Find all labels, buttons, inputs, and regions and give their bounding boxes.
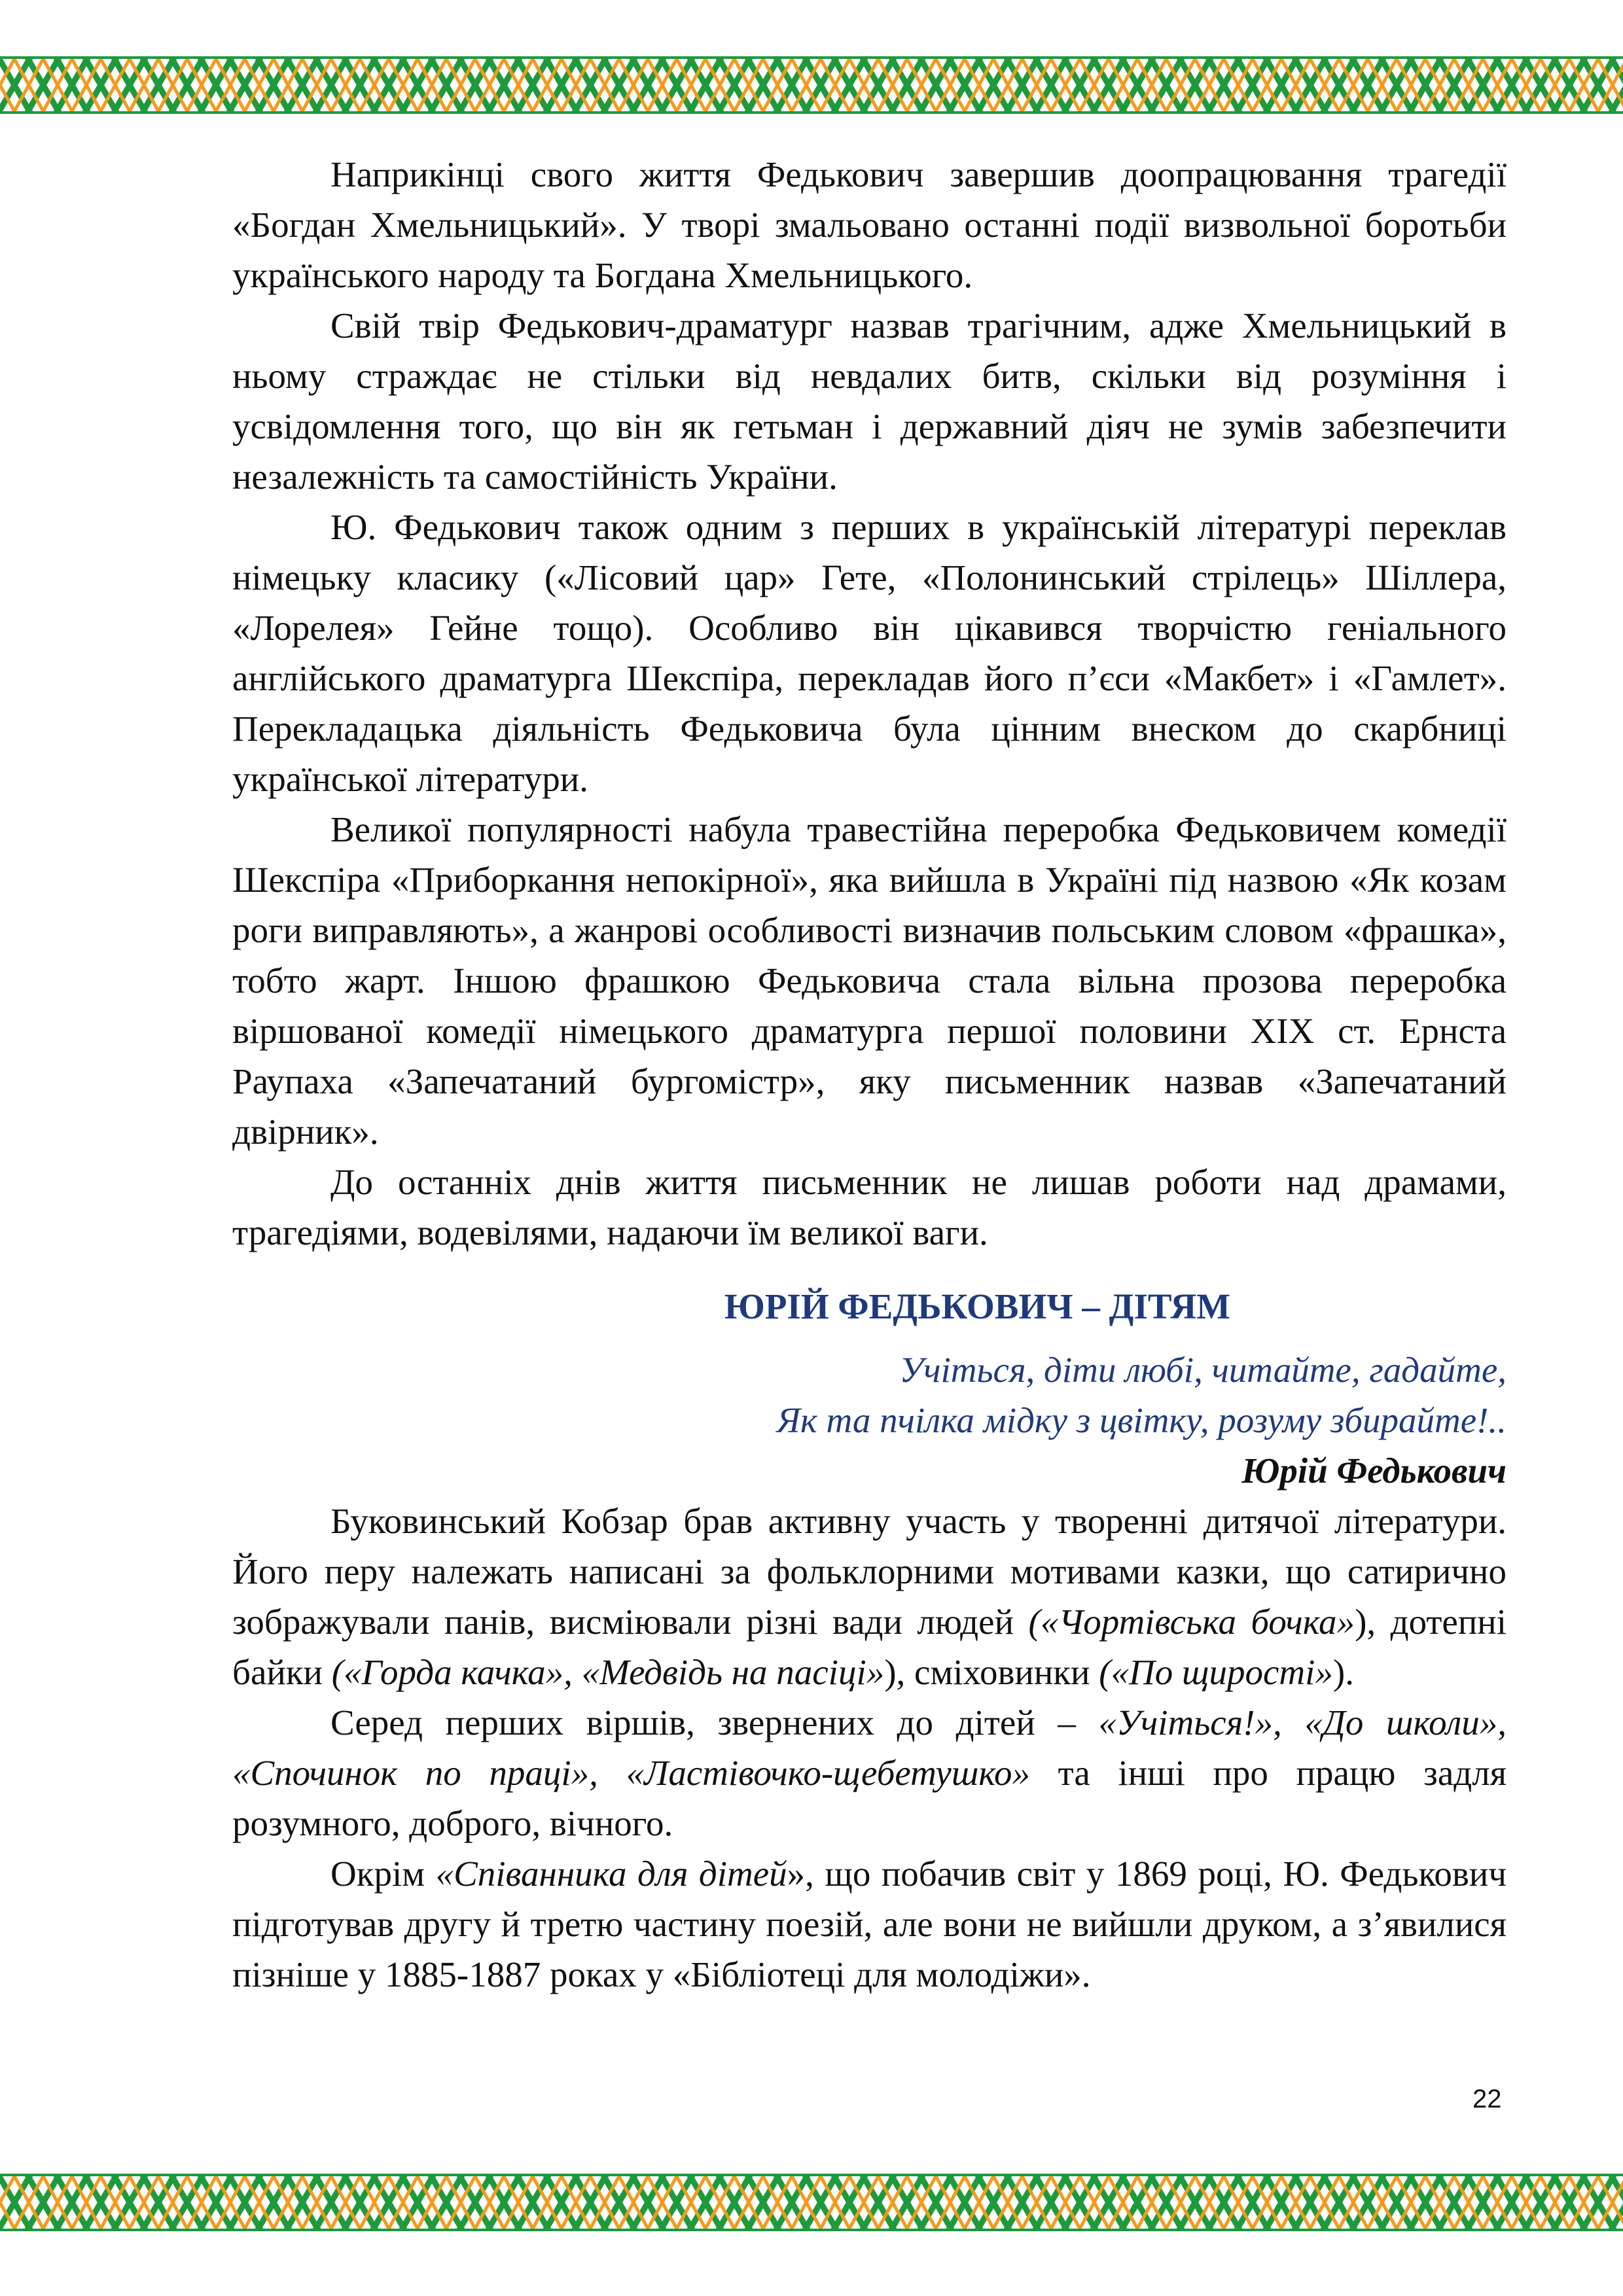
ornament-motif [864, 59, 893, 111]
ornament-motif [547, 59, 576, 111]
ornament-motif [633, 59, 662, 111]
ornament-motif [835, 59, 864, 111]
ornament-motif [806, 59, 835, 111]
ornament-motif [518, 59, 547, 111]
paragraph [232, 1697, 1507, 1848]
ornament-motif [1613, 59, 1623, 111]
ornament-motif [1037, 59, 1065, 111]
ornament-motif [1325, 2176, 1353, 2229]
ornament-motif [1584, 2176, 1613, 2229]
ornament-motif [1440, 59, 1469, 111]
ornament-motif [1411, 2176, 1440, 2229]
ornament-motif [1296, 59, 1325, 111]
ornament-motif [576, 2176, 605, 2229]
paragraph [232, 1848, 1507, 2000]
ornament-motif [115, 59, 144, 111]
epigraph-line: Як та пчілка мідку з цвітку, розуму збирайте!.. [776, 1400, 1507, 1440]
ornament-motif [1555, 59, 1584, 111]
ornament-motif [979, 59, 1008, 111]
ornament-motif [58, 59, 86, 111]
ornament-pattern [0, 56, 1623, 114]
ornament-motif [403, 59, 432, 111]
ornament-motif [806, 2176, 835, 2229]
ornament-motif [432, 2176, 461, 2229]
ornament-motif [202, 2176, 230, 2229]
italic-title: («По щирості» [1099, 1652, 1333, 1692]
ornament-motif [633, 2176, 662, 2229]
text-run: та інші про працю задля розумного, доброго, вічного. [232, 1753, 1507, 1843]
ornament-motif [749, 59, 777, 111]
ornament-motif [115, 2176, 144, 2229]
ornament-motif [0, 59, 29, 111]
ornament-motif [1440, 2176, 1469, 2229]
ornament-motif [777, 2176, 806, 2229]
ornament-motif [317, 2176, 346, 2229]
ornament-motif [346, 59, 374, 111]
ornament-motif [1123, 2176, 1152, 2229]
ornament-motif [29, 59, 58, 111]
ornament-motif [662, 59, 691, 111]
ornament-motif [950, 59, 979, 111]
ornament-motif [1267, 2176, 1296, 2229]
ornament-motif [1267, 59, 1296, 111]
ornament-motif [288, 59, 317, 111]
ornament-motif [86, 2176, 115, 2229]
ornament-motif [547, 2176, 576, 2229]
paragraph: Наприкінці свого життя Федькович завершив доопрацювання трагедії «Богдан Хмельницький». У творі змальовано останні події визвольної боротьби українського народу та Богдана Хмельницького. [232, 154, 1507, 295]
ornament-motif [86, 59, 115, 111]
ornament-motif [1209, 59, 1238, 111]
ornament-motif [490, 59, 518, 111]
ornament-motif [1411, 59, 1440, 111]
ornament-motif [1181, 2176, 1209, 2229]
text-run: ), дотепні байки [232, 1602, 1507, 1692]
ornament-motif [518, 2176, 547, 2229]
ornament-motif [58, 2176, 86, 2229]
ornament-motif [1123, 59, 1152, 111]
ornament-motif [173, 59, 202, 111]
italic-title: («Горда качка», «Медвідь на пасіці» [331, 1652, 885, 1692]
ornament-motif [893, 2176, 921, 2229]
paragraph: Великої популярності набула травестійна переробка Федьковичем комедії Шекспіра «Приборкання непокірної», яка вийшла в Україні під назвою «Як козам роги виправляють», а жанрові особливості визначив польським словом «фрашка», тобто жарт. Іншою фрашкою Федьковича стала вільна прозова переробка віршованої комедії німецького драматурга першої половини XIX ст. Ернста Раупаха «Запечатаний бургомістр», яку письменник назвав «Запечатаний двірник». [232, 809, 1507, 1152]
ornament-motif [1353, 59, 1382, 111]
epigraph-line: Учіться, діти любі, читайте, гадайте, [899, 1350, 1507, 1390]
ornament-motif [1497, 2176, 1526, 2229]
ornament-motif [1353, 2176, 1382, 2229]
section-heading: ЮРІЙ ФЕДЬКОВИЧ – ДІТЯМ [724, 1286, 1231, 1326]
bottom-ornament-border [0, 2174, 1623, 2231]
ornament-motif [1008, 2176, 1037, 2229]
text-run: », що побачив світ у 1869 році, Ю. Федькович підготував другу й третю частину поезій, але вони не вийшли друком, а з’явилися пізніше у 1885-1887 роках у «Бібліотеці для молодіжи». [232, 1854, 1507, 1994]
ornament-motif [1152, 59, 1181, 111]
ornament-motif [230, 59, 259, 111]
ornament-motif [1037, 2176, 1065, 2229]
ornament-motif [1209, 2176, 1238, 2229]
ornament-motif [950, 2176, 979, 2229]
ornament-motif [1469, 2176, 1497, 2229]
ornament-motif [605, 59, 633, 111]
ornament-motif [864, 2176, 893, 2229]
italic-title: «Учіться!», «До школи», «Спочинок по праці», «Ластівочко-щебетушко» [232, 1703, 1507, 1793]
ornament-motif [403, 2176, 432, 2229]
ornament-motif [1584, 59, 1613, 111]
epigraph [232, 1345, 1507, 1496]
ornament-motif [720, 2176, 749, 2229]
ornament-motif [691, 2176, 720, 2229]
ornament-motif [662, 2176, 691, 2229]
text-run: ), сміховинки [884, 1652, 1099, 1692]
ornament-motif [259, 59, 288, 111]
ornament-motif [432, 59, 461, 111]
top-ornament-border [0, 56, 1623, 114]
ornament-motif [461, 2176, 490, 2229]
ornament-motif [1325, 59, 1353, 111]
paragraph: Ю. Федькович також одним з перших в українській літературі переклав німецьку класику («Лісовий цар» Гете, «Полонинський стрілець» Шіллера, «Лорелея» Гейне тощо). Особливо він цікавився творчістю геніального англійського драматурга Шекспіра, перекладав його п’єси «Макбет» і «Гамлет». Перекладацька діяльність Федьковича була цінним внеском до скарбниці української літератури. [232, 507, 1507, 799]
ornament-motif [317, 59, 346, 111]
ornament-motif [374, 59, 403, 111]
ornament-motif [979, 2176, 1008, 2229]
ornament-motif [749, 2176, 777, 2229]
paragraph: До останніх днів життя письменник не лишав роботи над драмами, трагедіями, водевілями, надаючи їм великої ваги. [232, 1162, 1507, 1252]
ornament-motif [173, 2176, 202, 2229]
ornament-motif [1238, 2176, 1267, 2229]
ornament-motif [1094, 59, 1123, 111]
ornament-motif [1382, 59, 1411, 111]
ornament-motif [202, 59, 230, 111]
ornament-motif [288, 2176, 317, 2229]
paragraph: Свій твір Федькович-драматург назвав трагічним, адже Хмельницький в ньому страждає не стільки від невдалих битв, скільки від розуміння і усвідомлення того, що він як гетьман і державний діяч не зумів забезпечити незалежність та самостійність України. [232, 306, 1507, 497]
ornament-motif [605, 2176, 633, 2229]
ornament-motif [144, 2176, 173, 2229]
page-number: 22 [1472, 2085, 1502, 2113]
ornament-motif [691, 59, 720, 111]
ornament-motif [921, 2176, 950, 2229]
ornament-motif [1296, 2176, 1325, 2229]
ornament-motif [835, 2176, 864, 2229]
text-run: Серед перших віршів, звернених до дітей – [330, 1703, 1099, 1742]
text-run: ). [1332, 1652, 1354, 1692]
text-run: Окрім [330, 1854, 436, 1894]
ornament-motif [144, 59, 173, 111]
text-run: Буковинський Кобзар брав активну участь у творенні дитячої літератури. Його перу належать написані за фольклорними мотивами казки, що сатирично зображували панів, висміювали різні вади людей [232, 1501, 1507, 1642]
ornament-motif [374, 2176, 403, 2229]
page-content [232, 149, 1507, 2000]
ornament-motif [1094, 2176, 1123, 2229]
italic-title: («Чортівська бочка» [1028, 1602, 1355, 1642]
ornament-motif [490, 2176, 518, 2229]
ornament-motif [1469, 59, 1497, 111]
ornament-pattern [0, 2174, 1623, 2231]
ornament-motif [1613, 2176, 1623, 2229]
epigraph-author: Юрій Федькович [1241, 1451, 1507, 1491]
ornament-motif [0, 2176, 29, 2229]
ornament-motif [1152, 2176, 1181, 2229]
ornament-motif [1008, 59, 1037, 111]
italic-title: «Співанника для дітей [435, 1854, 787, 1894]
ornament-motif [576, 59, 605, 111]
ornament-motif [230, 2176, 259, 2229]
ornament-motif [1526, 59, 1555, 111]
ornament-motif [1555, 2176, 1584, 2229]
ornament-motif [1065, 59, 1094, 111]
paragraph [232, 1496, 1507, 1697]
ornament-motif [777, 59, 806, 111]
ornament-motif [1497, 59, 1526, 111]
ornament-motif [893, 59, 921, 111]
ornament-motif [1382, 2176, 1411, 2229]
ornament-motif [720, 59, 749, 111]
ornament-motif [346, 2176, 374, 2229]
ornament-motif [29, 2176, 58, 2229]
ornament-motif [461, 59, 490, 111]
ornament-motif [1065, 2176, 1094, 2229]
ornament-motif [1238, 59, 1267, 111]
ornament-motif [259, 2176, 288, 2229]
ornament-motif [1526, 2176, 1555, 2229]
ornament-motif [1181, 59, 1209, 111]
ornament-motif [921, 59, 950, 111]
